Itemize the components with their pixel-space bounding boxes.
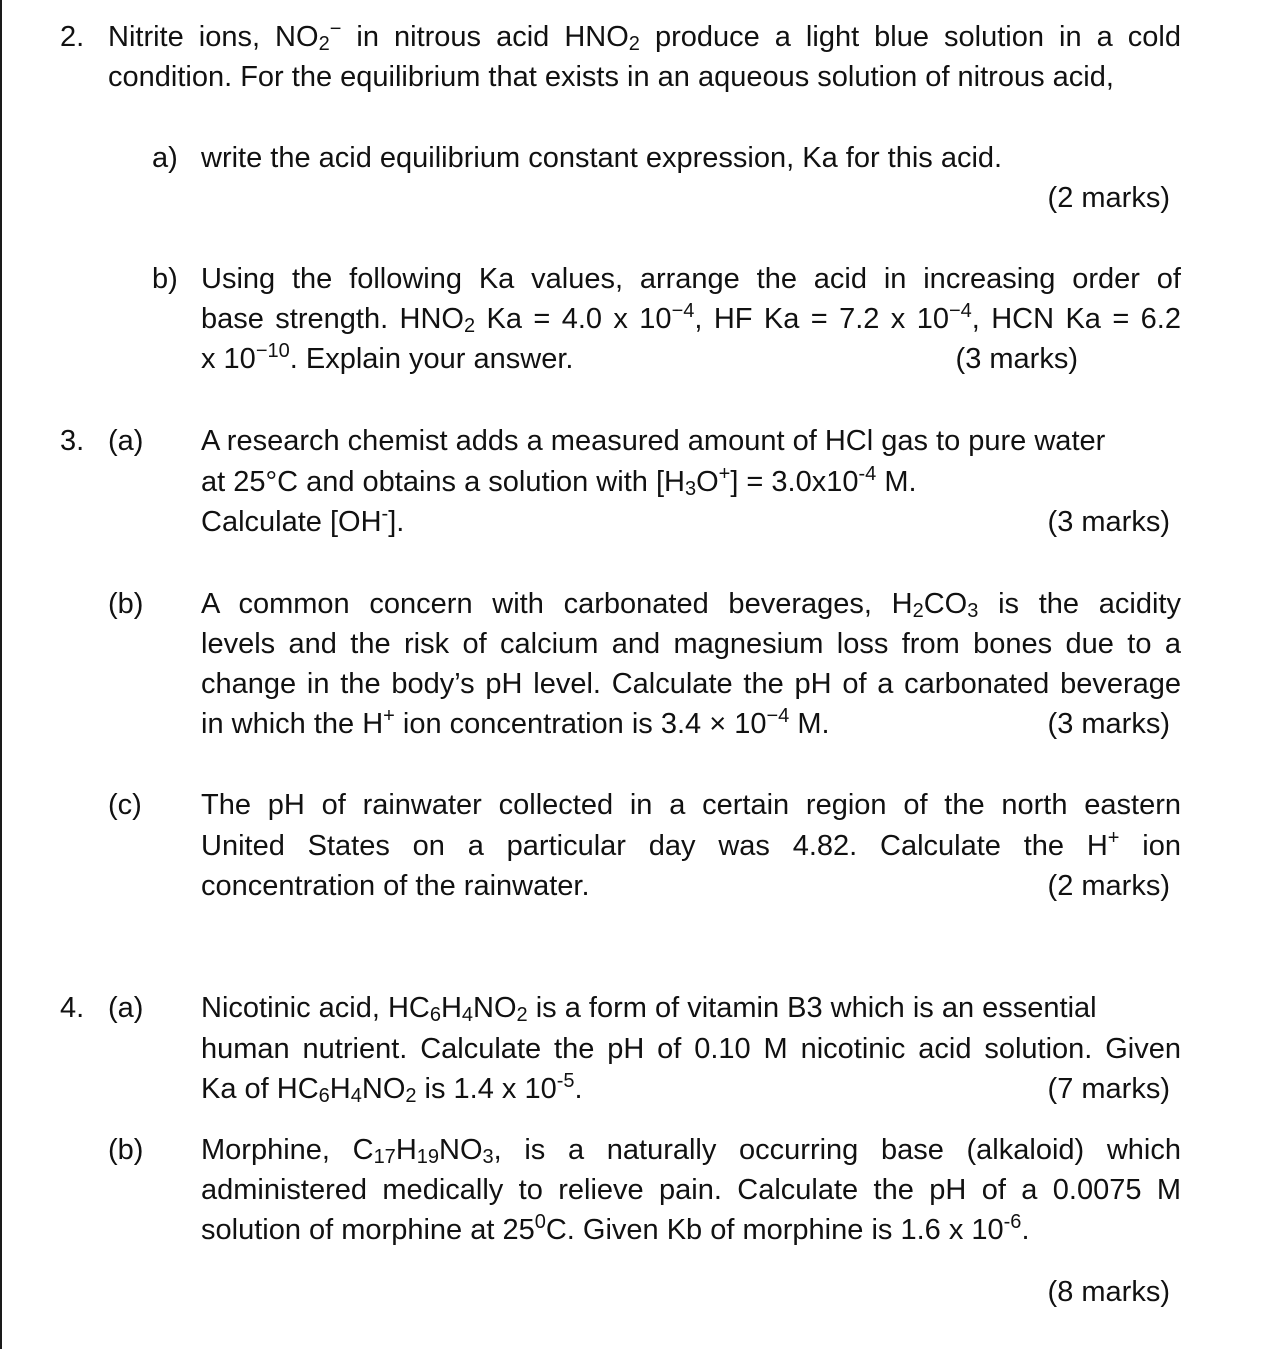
marks: (7 marks)	[1047, 1073, 1170, 1105]
part-text-line: administered medically to relieve pain. Calculate the pH of a 0.0075 M	[201, 1174, 1181, 1206]
part-label: b)	[152, 263, 178, 295]
marks: (8 marks)	[1047, 1276, 1170, 1308]
question-text-line: Nitrite ions, $NO_2^-$ in nitrous acid $HNO_2$ produce a light blue solution in a cold	[108, 18, 1181, 55]
part-label: a)	[152, 142, 178, 174]
part-text-line: at 25°C and obtains a solution with $[H_3O^+] = 3.0x10^{-4}$ M.	[201, 463, 917, 500]
part-text-line: Calculate [OH-].	[201, 503, 405, 538]
part-text-line: x $10^{-10}$. Explain your answer.	[201, 340, 574, 375]
part-label: (a)	[108, 992, 144, 1024]
part-text-line: The pH of rainwater collected in a certain region of the north eastern	[201, 789, 1181, 821]
part-text-line: Morphine, $C_{17}H_{19}NO_3$, is a naturally occurring base (alkaloid) which	[201, 1134, 1181, 1168]
part-text-line: human nutrient. Calculate the pH of 0.10 M nicotinic acid solution. Given	[201, 1033, 1181, 1065]
part-text-line: solution of morphine at $25^0C$. Given Kb of morphine is 1.6 x $10^{-6}$.	[201, 1211, 1030, 1246]
marks: (3 marks)	[955, 343, 1078, 375]
part-label: (c)	[108, 789, 142, 821]
part-text-line: write the acid equilibrium constant expression, Ka for this acid.	[201, 142, 1003, 174]
part-text-line: A common concern with carbonated beverages, $H_2CO_3$ is the acidity	[201, 588, 1181, 622]
part-text-line: A research chemist adds a measured amount of HCl gas to pure water	[201, 425, 1106, 457]
part-text-line: Using the following Ka values, arrange the acid in increasing order of	[201, 263, 1181, 295]
marks: (2 marks)	[1047, 870, 1170, 902]
part-text-line: levels and the risk of calcium and magnesium loss from bones due to a	[201, 628, 1181, 660]
part-text-line: United States on a particular day was 4.82. Calculate the H+ ion	[201, 827, 1181, 862]
marks: (2 marks)	[1047, 182, 1170, 214]
part-text-line: Nicotinic acid, $HC_6H_4NO_2$ is a form of vitamin B3 which is an essential	[201, 992, 1097, 1026]
marks: (3 marks)	[1047, 506, 1170, 538]
part-text-line: concentration of the rainwater.	[201, 870, 590, 902]
part-label: (b)	[108, 588, 144, 620]
question-number: 4.	[60, 992, 85, 1024]
question-number: 2.	[60, 21, 85, 53]
part-text-line: base strength. $HNO_2$ Ka = 4.0 x $10^{-4}$, HF Ka = 7.2 x $10^{-4}$, HCN Ka = 6.2	[201, 300, 1181, 337]
part-label: (a)	[108, 425, 144, 457]
question-number: 3.	[60, 425, 85, 457]
part-text-line: Ka of $HC_6H_4NO_2$ is 1.4 x $10^{-5}$.	[201, 1070, 583, 1107]
marks: (3 marks)	[1047, 708, 1170, 740]
part-label: (b)	[108, 1134, 144, 1166]
question-text-line: condition. For the equilibrium that exists in an aqueous solution of nitrous acid,	[108, 61, 1114, 93]
part-text-line: change in the body’s pH level. Calculate the pH of a carbonated beverage	[201, 668, 1181, 700]
part-text-line: in which the H+ ion concentration is $3.4 \times 10^{-4}$ M.	[201, 705, 830, 740]
